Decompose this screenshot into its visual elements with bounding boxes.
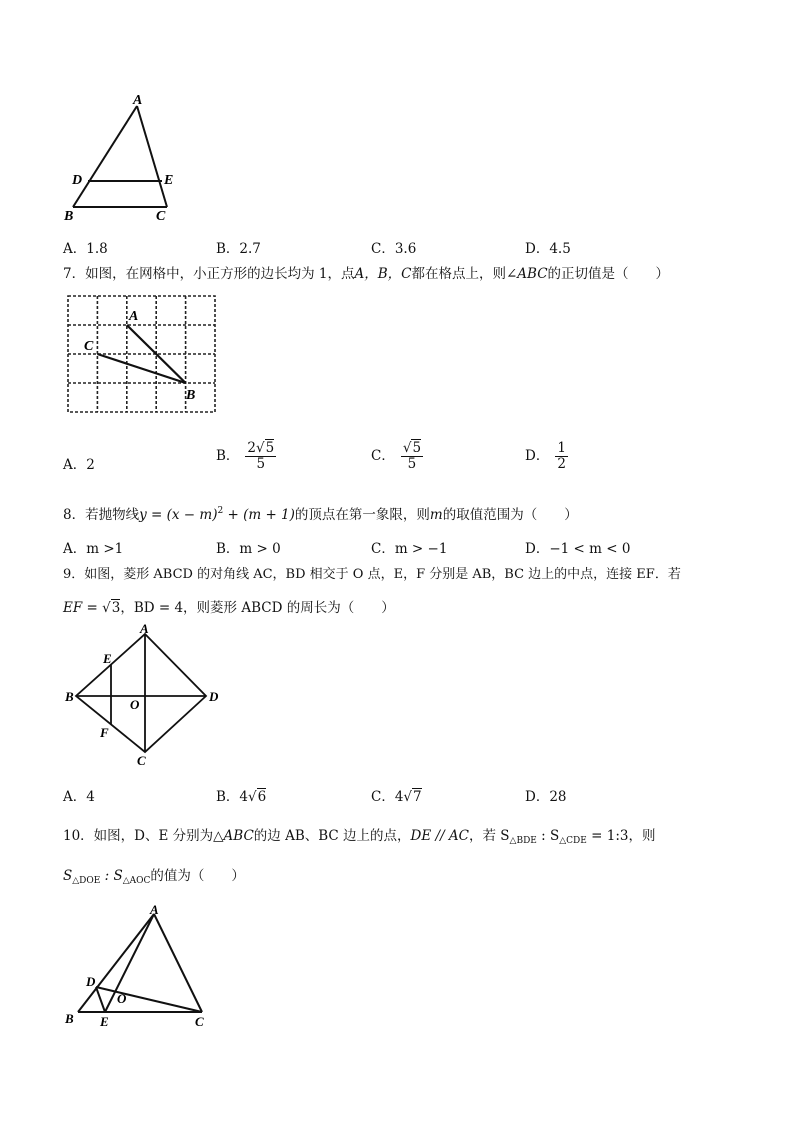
q8-stem-part1: 8．若抛物线 (63, 507, 140, 523)
q7-choice-b-radicand: 5 (265, 440, 275, 456)
q8-stem-var: m (429, 507, 443, 523)
q9-label-O: O (130, 697, 140, 712)
q9-choice-b-prefix: B．4 (216, 789, 249, 805)
q9-rhombus-figure (62, 620, 232, 770)
q8-choice-c: C．m > −1 (371, 541, 448, 557)
q7-stem-points: A，B，C (354, 266, 412, 282)
q9-label-C: C (137, 753, 146, 768)
q7-choice-b-coef: 2 (247, 440, 257, 456)
q10-line2-s: S (63, 868, 73, 884)
q9-choice-a: A．4 (63, 789, 95, 805)
q7-choice-c-fraction: $\frac{√5}{5}$ (402, 440, 422, 472)
q9-choice-c-prefix: C．4 (371, 789, 404, 805)
q7-choice-d-fraction (555, 441, 568, 472)
q9-label-D: D (209, 689, 219, 704)
q10-stem-line1 (63, 824, 655, 846)
q7-stem-part1: 7．如图，在网格中，小正方形的边长均为 1，点 (63, 266, 355, 282)
q10-line2-colon: : S (100, 868, 123, 884)
q7-choice-d-num: 1 (557, 440, 566, 456)
q7-choice-b (216, 441, 276, 472)
q10-label-C: C (195, 1014, 204, 1029)
q8-stem-formula: y = (x − m) (139, 507, 218, 523)
q6-label-C: C (156, 209, 166, 223)
q7-choice-c (371, 441, 423, 472)
q8-stem-part2: 的顶点在第一象限，则 (294, 507, 430, 523)
q10-label-E: E (100, 1014, 109, 1029)
q10-stem-ratio: = 1:3，则 (586, 828, 656, 844)
q10-stem-sub2: △CDE (559, 836, 587, 846)
q9-stem-ef: EF = (63, 600, 103, 616)
q10-stem-colon: : S (536, 828, 560, 844)
q10-triangle-figure (62, 902, 222, 1032)
q8-stem-formula2: + (m + 1) (223, 507, 295, 523)
q7-choice-b-fraction: $\frac{2√5}{5}$ (247, 440, 275, 472)
q10-label-B: B (65, 1011, 74, 1026)
q6-choice-a: A．1.8 (63, 241, 108, 257)
q7-stem-part3: 的正切值是（ ） (547, 266, 670, 282)
q9-stem-bd: ，BD = 4，则菱形 ABCD 的周长为（ ） (120, 600, 395, 616)
q8-stem-exp: 2 (217, 506, 224, 516)
q10-line2-end: 的值为（ ） (150, 868, 245, 884)
q10-label-A: A (150, 902, 159, 917)
q6-choice-d: D．4.5 (525, 241, 571, 257)
q6-triangle-figure (60, 88, 190, 223)
q10-stem-line2 (63, 864, 245, 886)
q6-choice-c: C．3.6 (371, 241, 417, 257)
q9-choice-c-radicand: 7 (413, 789, 422, 805)
q6-choice-b: B．2.7 (216, 241, 261, 257)
q9-choice-d: D．28 (525, 789, 567, 805)
q8-choice-b: B．m > 0 (216, 541, 281, 557)
q7-choice-c-prefix: C． (371, 447, 395, 464)
q9-label-F: F (100, 725, 109, 740)
q10-stem-part2: 的边 AB、BC 边上的点， (253, 828, 411, 844)
q10-stem-tri: ABC (223, 828, 254, 844)
q8-stem-part3: 的取值范围为（ ） (442, 507, 578, 523)
q6-label-E: E (164, 173, 174, 188)
q7-stem (63, 262, 669, 282)
q9-label-B: B (65, 689, 74, 704)
q9-stem-line2: EF = √3，BD = 4，则菱形 ABCD 的周长为（ ） (63, 600, 395, 616)
q7-choice-c-radicand: 5 (412, 440, 422, 456)
q6-label-D: D (72, 173, 83, 188)
q9-label-E: E (103, 651, 112, 666)
q10-line2-sub1: △DOE (72, 876, 101, 886)
q7-label-A: A (129, 309, 139, 324)
q8-choice-a: A．m >1 (63, 541, 124, 557)
q9-label-A: A (140, 621, 149, 636)
q7-grid-figure (62, 292, 222, 418)
q6-label-A: A (133, 93, 143, 108)
q9-choice-c: C．4√7 (371, 789, 422, 805)
q7-choice-a: A．2 (63, 457, 95, 473)
q6-label-B: B (64, 209, 74, 223)
q10-line2-sub2: △AOC (122, 876, 151, 886)
q9-choice-b-radicand: 6 (257, 789, 267, 805)
q10-stem-part3: ，若 S (468, 828, 510, 844)
q10-label-O: O (117, 991, 127, 1006)
q7-stem-angle: ABC (517, 266, 548, 282)
q7-choice-d (525, 441, 568, 472)
q7-choice-c-den: 5 (407, 455, 417, 472)
q10-stem-sub1: △BDE (509, 836, 537, 846)
q9-stem-ef-radicand: 3 (111, 600, 121, 616)
q7-choice-d-den: 2 (557, 455, 566, 472)
q8-choice-d: D．−1 < m < 0 (525, 541, 631, 557)
q8-stem (63, 503, 578, 523)
q10-stem-parallel: DE // AC (410, 828, 469, 844)
q10-stem-part1: 10．如图，D、E 分别为△ (63, 828, 224, 844)
q7-choice-b-den: 5 (256, 455, 266, 472)
q7-choice-b-prefix: B． (216, 447, 240, 464)
q10-label-D: D (86, 974, 96, 989)
q9-choice-b: B．4√6 (216, 789, 267, 805)
q7-stem-part2: 都在格点上，则∠ (411, 266, 518, 282)
q7-choice-d-prefix: D． (525, 447, 550, 464)
q7-label-C: C (84, 339, 94, 354)
q9-stem-line1: 9．如图，菱形 ABCD 的对角线 AC，BD 相交于 O 点，E，F 分别是 AB，BC 边上的中点，连接 EF．若 (63, 567, 681, 582)
q7-label-B: B (186, 388, 196, 403)
